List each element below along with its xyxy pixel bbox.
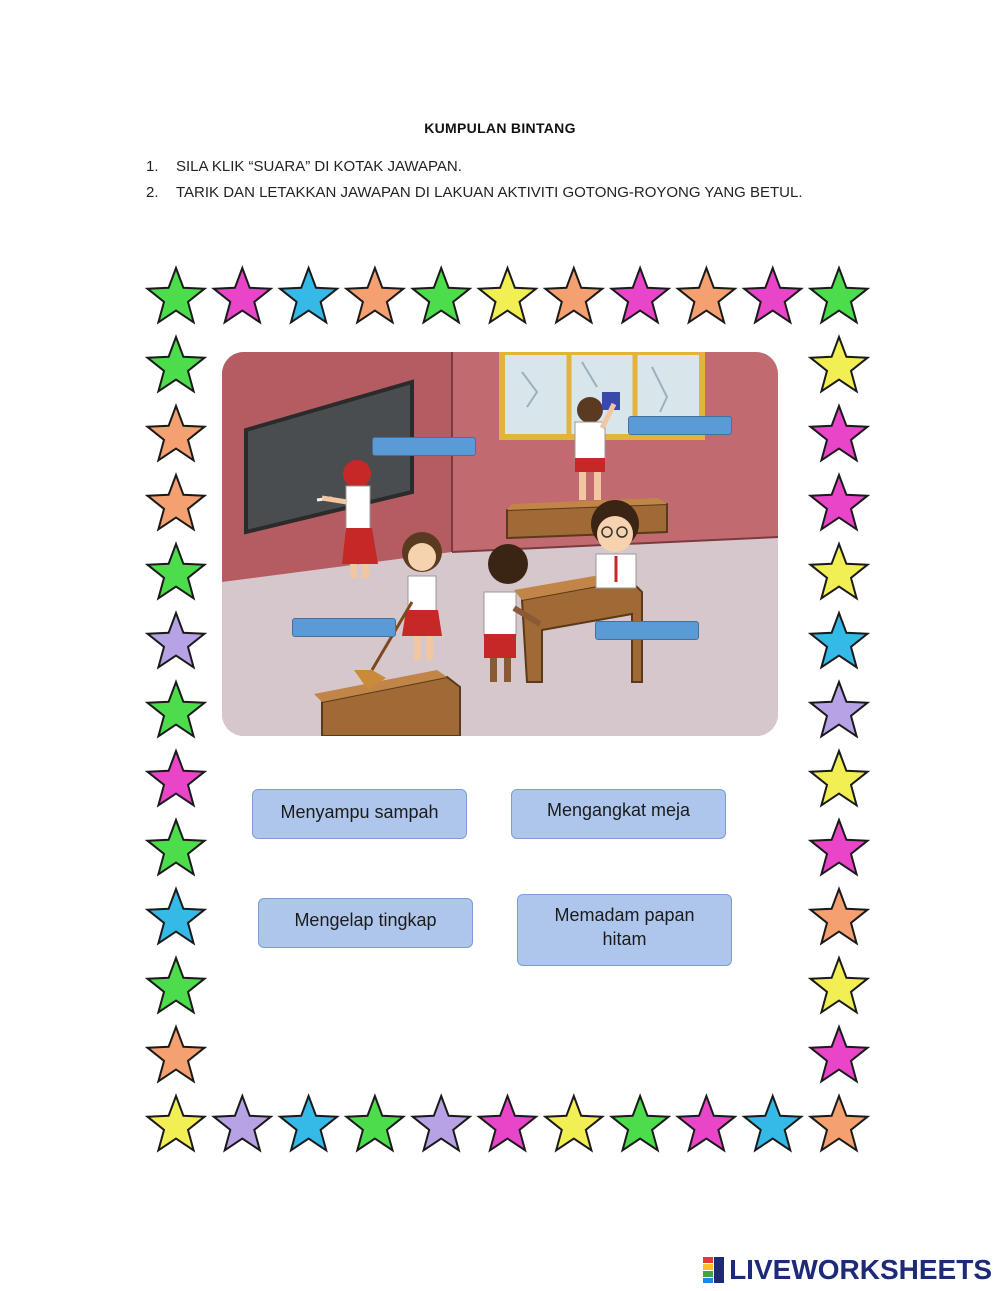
star-icon xyxy=(346,1096,403,1150)
star-icon xyxy=(811,1027,868,1081)
star-icon xyxy=(811,751,868,805)
drop-slot-desk[interactable] xyxy=(595,621,699,640)
star-icon xyxy=(744,268,801,322)
star-icon xyxy=(148,1096,205,1150)
instruction-text: TARIK DAN LETAKKAN JAWAPAN DI LAKUAN AKTIVITI GOTONG-ROYONG YANG BETUL. xyxy=(176,184,803,201)
star-icon xyxy=(479,1096,536,1150)
star-icon xyxy=(811,268,868,322)
page-title: KUMPULAN BINTANG xyxy=(424,120,576,136)
star-icon xyxy=(811,475,868,529)
star-icon xyxy=(148,751,205,805)
star-icon xyxy=(413,1096,470,1150)
liveworksheets-logo-icon xyxy=(703,1257,725,1283)
star-icon xyxy=(811,406,868,460)
classroom-illustration xyxy=(222,352,778,736)
star-icon xyxy=(346,268,403,322)
star-icon xyxy=(811,613,868,667)
star-icon xyxy=(148,268,205,322)
instruction-number: 1. xyxy=(146,158,159,175)
star-icon xyxy=(148,613,205,667)
instruction-text: SILA KLIK “SUARA” DI KOTAK JAWAPAN. xyxy=(176,158,462,175)
instruction-item xyxy=(146,158,803,184)
star-icon xyxy=(413,268,470,322)
star-icon xyxy=(148,544,205,598)
star-icon xyxy=(280,1096,337,1150)
star-icon xyxy=(214,1096,271,1150)
answer-card-mengelap[interactable]: Mengelap tingkap xyxy=(258,898,473,948)
star-icon xyxy=(148,682,205,736)
star-icon xyxy=(148,889,205,943)
star-icon xyxy=(811,337,868,391)
star-icon xyxy=(479,268,536,322)
star-icon xyxy=(678,268,735,322)
answer-card-memadam[interactable]: Memadam papan hitam xyxy=(517,894,732,966)
star-icon xyxy=(148,475,205,529)
star-icon xyxy=(148,1027,205,1081)
answer-card-menyapu[interactable]: Menyampu sampah xyxy=(252,789,467,839)
star-icon xyxy=(811,544,868,598)
drop-slot-blackboard[interactable] xyxy=(372,437,476,456)
star-icon xyxy=(545,268,602,322)
star-icon xyxy=(612,1096,669,1150)
instruction-item xyxy=(146,184,803,210)
drop-slot-window[interactable] xyxy=(628,416,732,435)
instruction-number: 2. xyxy=(146,184,159,201)
star-icon xyxy=(811,958,868,1012)
liveworksheets-brand[interactable] xyxy=(703,1254,992,1286)
brand-name: LIVEWORKSHEETS xyxy=(729,1254,992,1285)
star-icon xyxy=(744,1096,801,1150)
star-icon xyxy=(148,820,205,874)
star-icon xyxy=(545,1096,602,1150)
star-icon xyxy=(148,406,205,460)
instructions-list xyxy=(146,158,803,210)
star-icon xyxy=(148,958,205,1012)
answer-card-mengangkat[interactable]: Mengangkat meja xyxy=(511,789,726,839)
star-icon xyxy=(280,268,337,322)
star-icon xyxy=(811,1096,868,1150)
back-desk xyxy=(507,498,667,538)
star-icon xyxy=(148,337,205,391)
star-icon xyxy=(612,268,669,322)
star-icon xyxy=(811,820,868,874)
star-icon xyxy=(811,682,868,736)
star-icon xyxy=(214,268,271,322)
drop-slot-sweeping[interactable] xyxy=(292,618,396,637)
star-icon xyxy=(678,1096,735,1150)
star-icon xyxy=(811,889,868,943)
